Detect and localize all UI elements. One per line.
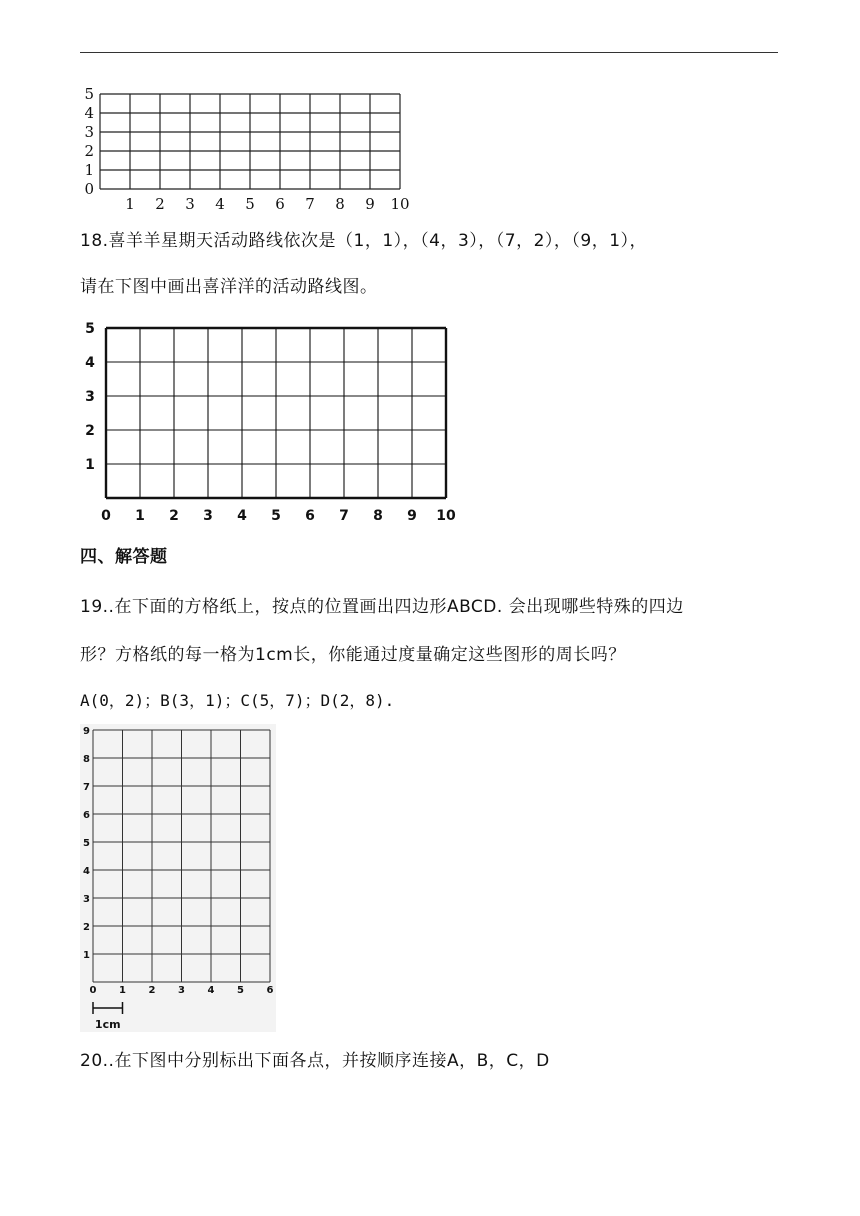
x-axis-tick-label: 7 [339, 508, 349, 522]
y-axis-tick-label: 7 [83, 782, 90, 793]
x-axis-tick-label: 2 [148, 985, 156, 996]
x-axis-tick-label: 4 [207, 985, 215, 996]
x-axis-tick-label: 5 [271, 508, 281, 522]
y-axis-tick-label: 5 [83, 838, 90, 849]
x-axis-tick-label: 8 [373, 508, 383, 522]
x-axis-tick-label: 9 [407, 508, 417, 522]
x-axis-tick-label: 2 [169, 508, 179, 522]
x-axis-tick-label: 8 [335, 195, 345, 213]
x-axis-tick-label: 3 [203, 508, 213, 522]
q19-line-1: 19..在下面的方格纸上，按点的位置画出四边形ABCD. 会出现哪些特殊的四边 [80, 597, 684, 617]
q20-line-1: 20..在下图中分别标出下面各点，并按顺序连接A，B，C，D [80, 1051, 550, 1071]
x-axis-tick-label: 1 [119, 985, 126, 996]
x-axis-tick-label: 5 [245, 195, 255, 213]
y-axis-tick-label: 4 [83, 866, 90, 877]
x-axis-tick-label: 1 [135, 508, 145, 522]
y-axis-tick-label: 3 [84, 123, 94, 141]
x-axis-tick-label: 3 [178, 985, 185, 996]
y-axis-tick-label: 5 [84, 86, 94, 103]
section-heading: 四、解答题 [80, 547, 168, 567]
x-axis-tick-label: 4 [215, 195, 225, 213]
y-axis-tick-label: 5 [85, 322, 95, 337]
y-axis-tick-label: 2 [83, 922, 90, 933]
x-axis-tick-label: 5 [237, 985, 244, 996]
x-axis-tick-label: 4 [237, 508, 247, 522]
q19-points: A(0，2)；B(3，1)；C(5，7)；D(2，8). [80, 691, 395, 710]
y-axis-tick-label: 2 [84, 142, 94, 160]
q18-line-1: 18.喜羊羊星期天活动路线依次是（1，1），（4，3），（7，2），（9，1）， [80, 231, 648, 251]
x-axis-tick-label: 0 [101, 508, 111, 522]
scale-bar-label: 1cm [94, 1018, 121, 1031]
q18-line-2: 请在下图中画出喜洋洋的活动路线图。 [80, 277, 378, 297]
x-axis-tick-label: 0 [89, 985, 97, 996]
x-axis-tick-label: 7 [305, 195, 315, 213]
y-axis-tick-label: 0 [84, 180, 94, 198]
y-axis-tick-label: 9 [83, 726, 90, 737]
y-axis-tick-label: 4 [84, 104, 94, 122]
grid-3 [80, 724, 280, 1034]
y-axis-tick-label: 3 [85, 389, 95, 405]
y-axis-tick-label: 1 [83, 950, 90, 961]
x-axis-tick-label: 10 [436, 508, 456, 522]
y-axis-tick-label: 2 [85, 423, 95, 439]
y-axis-tick-label: 4 [85, 355, 95, 371]
q19-line-2: 形？方格纸的每一格为1cm长，你能通过度量确定这些图形的周长吗？ [80, 645, 626, 665]
x-axis-tick-label: 9 [365, 195, 375, 213]
x-axis-tick-label: 6 [305, 508, 315, 522]
grid-2 [80, 322, 460, 522]
y-axis-tick-label: 8 [83, 754, 90, 765]
x-axis-tick-label: 6 [266, 985, 274, 996]
grid-1 [80, 86, 420, 216]
x-axis-tick-label: 10 [390, 195, 410, 213]
y-axis-tick-label: 6 [83, 810, 90, 821]
x-axis-tick-label: 1 [125, 195, 135, 213]
y-axis-tick-label: 1 [84, 161, 94, 179]
x-axis-tick-label: 6 [275, 195, 285, 213]
y-axis-tick-label: 3 [83, 894, 90, 905]
header-rule [80, 52, 778, 53]
y-axis-tick-label: 1 [85, 457, 95, 473]
x-axis-tick-label: 3 [185, 195, 195, 213]
x-axis-tick-label: 2 [155, 195, 165, 213]
